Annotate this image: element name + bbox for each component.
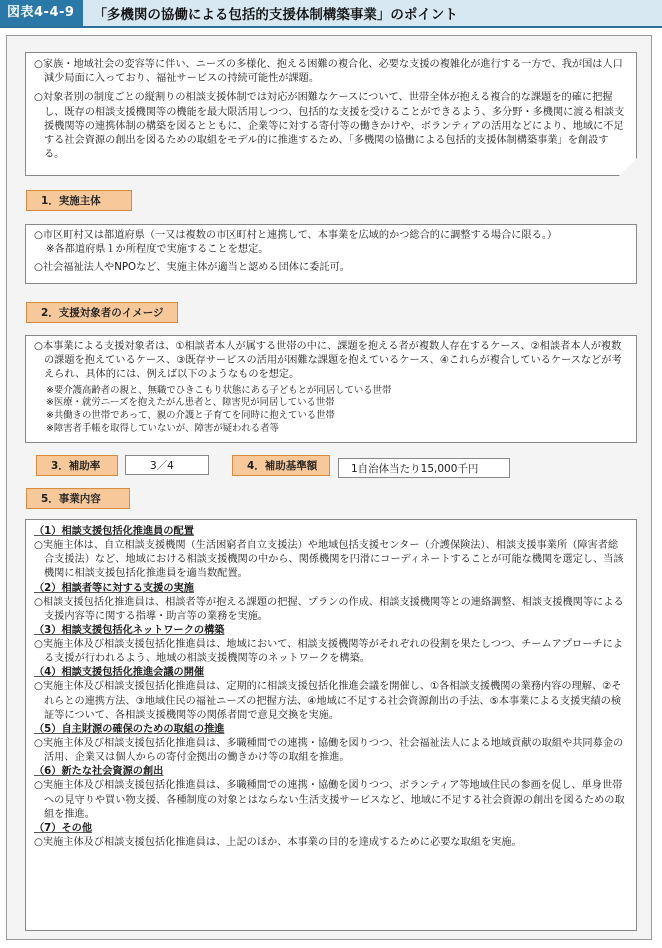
content-item-5-title: （5）自主財源の確保のための取組の推進 xyxy=(34,724,225,736)
section-2-note-4: ※障害者手帳を取得していないが、障害が疑われる者等 xyxy=(46,423,279,434)
content-item-3-title: （3）相談支援包括化ネットワークの構築 xyxy=(34,625,225,637)
subsidy-standard-value: 1自治体当たり15,000千円 xyxy=(338,458,510,478)
section-2-note-2: ※医療・就労ニーズを抱えたがん患者と、障害児が同居している世帯 xyxy=(46,397,335,409)
intro-paragraph-1: ○家族・地域社会の変容等に伴い、ニーズの多様化、抱える困難の複合化、必要な支援の複雑化が進行する一方で、我が国は人口減少局面に入っており、福祉サービスの持続可能性が課題。 xyxy=(34,59,623,85)
content-item-4-title: （4）相談支援包括化推進会議の開催 xyxy=(34,667,205,679)
content-item-2-title: （2）相談者等に対する支援の実施 xyxy=(34,582,194,594)
content-item-7-body: ○実施主体及び相談支援包括化推進員は、上記のほか、本事業の目的を達成するために必要な取組を実施。 xyxy=(34,837,522,849)
content-item-2-body: ○相談支援包括化推進員は、相談者等が抱える課題の把握、プランの作成、相談支援機関等との連絡調整、相談支援機関等による支援内容等に関する指導・助言等の業務を実施。 xyxy=(34,596,624,622)
content-item-4-body: ○実施主体及び相談支援包括化推進員は、定期的に相談支援包括化推進会議を開催し、①各相談支援機関の業務内容の理解、②それらとの連携方法、③地域住民の福祉ニーズの把握方法、④地域に不足する社会資源創出の手法、⑤本事業による支援実績の検証等について、各相談支援機関等の関係者間で意見交換を実施。 xyxy=(34,681,622,721)
section-1-line-1: ○市区町村又は都道府県（一又は複数の市区町村と連携して、本事業を広域的かつ総合的に調整する場合に限る。） xyxy=(34,230,558,241)
content-item-7-title: （7）その他 xyxy=(34,823,93,835)
section-2-heading: 2．支援対象者のイメージ xyxy=(26,302,178,323)
subsidy-rate-value: 3／4 xyxy=(125,455,209,475)
content-item-6-title: （6）新たな社会資源の創出 xyxy=(34,766,164,778)
section-5-heading: 5．事業内容 xyxy=(26,488,130,509)
content-item-1-title: （1）相談支援包括化推進員の配置 xyxy=(34,526,194,537)
content-item-6-body: ○実施主体及び相談支援包括化推進員は、多職種間での連携・協働を図りつつ、ボランティア等地域住民の参画を促し、単身世帯への見守りや買い物支援、各種制度の対象とはならない生活支援サービスなど、地域に不足する社会資源の創出を図るための取組を推進。 xyxy=(34,780,625,820)
content-item-1-body: ○実施主体は、自立相談支援機関（生活困窮者自立支援法）や地域包括支援センター（介護保険法）、相談支援事業所（障害者総合支援法）など、地域における相談支援機関の中から、関係機関を円滑にコーディネートすることが可能な機関を選定し、当該機関に相談支援包括化推進員を適当数配置。 xyxy=(34,540,624,580)
figure-title: 「多機関の協働による包括的支援体制構築事業」のポイント xyxy=(93,7,458,23)
section-2-body: ○本事業による支援対象者は、①相談者本人が属する世帯の中に、課題を抱える者が複数人存在するケース、②相談者本人が複数の課題を抱えているケース、③既存サービスの活用が困難な課題を抱えているケース、④これらが複合しているケースなどが考えられ、具体的には、例えば以下のようなものを想定。 xyxy=(34,341,622,381)
section-2-box xyxy=(25,335,637,443)
content-item-3-body: ○実施主体及び相談支援包括化推進員は、地域において、相談支援機関等がそれぞれの役割を果たしつつ、チームアプローチによる支援が行われるよう、地域の相談支援機関等のネットワークを構築。 xyxy=(34,639,623,665)
section-3-heading: 3．補助率 xyxy=(36,455,118,476)
figure-title-bar xyxy=(0,0,662,28)
intro-box xyxy=(25,52,637,176)
section-1-line-2: ○社会福祉法人やNPOなど、実施主体が適当と認める団体に委託可。 xyxy=(34,262,350,274)
section-2-note-1: ※要介護高齢者の親と、無職でひきこもり状態にある子どもとが同居している世帯 xyxy=(46,384,392,396)
section-1-box xyxy=(25,224,637,284)
figure-label: 図表4-4-9 xyxy=(0,0,83,26)
section-1-note: ※各都道府県１か所程度で実施することを想定。 xyxy=(46,244,269,256)
section-1-heading: 1．実施主体 xyxy=(26,190,132,211)
section-2-note-3: ※共働きの世帯であって、親の介護と子育てを同時に抱えている世帯 xyxy=(46,410,335,422)
section-4-heading: 4．補助基準額 xyxy=(232,455,330,476)
intro-paragraph-2: ○対象者別の制度ごとの縦割りの相談支援体制では対応が困難なケースについて、世帯全体が抱える複合的な課題を的確に把握し、既存の相談支援機関等の機能を最大限活用しつつ、包括的な支援を受けることができるよう、多分野・多機関に渡る相談支援機関等の連携体制の構築を図るとともに、企業等に対する寄付等の働きかけや、ボランティアの活用などにより、地域に不足する社会資源の創出を図るための取組をモデル的に推進するため、「多機関の協働による包括的支援体制構築事業」を創設する。 xyxy=(34,92,625,161)
content-item-5-body: ○実施主体及び相談支援包括化推進員は、多職種間での連携・協働を図りつつ、社会福祉法人による地域貢献の取組や共同募金の活用、企業又は個人からの寄付金拠出の働きかけ等の取組を推進。 xyxy=(34,738,624,764)
page-fold-corner xyxy=(619,158,637,176)
section-5-box xyxy=(25,519,637,931)
